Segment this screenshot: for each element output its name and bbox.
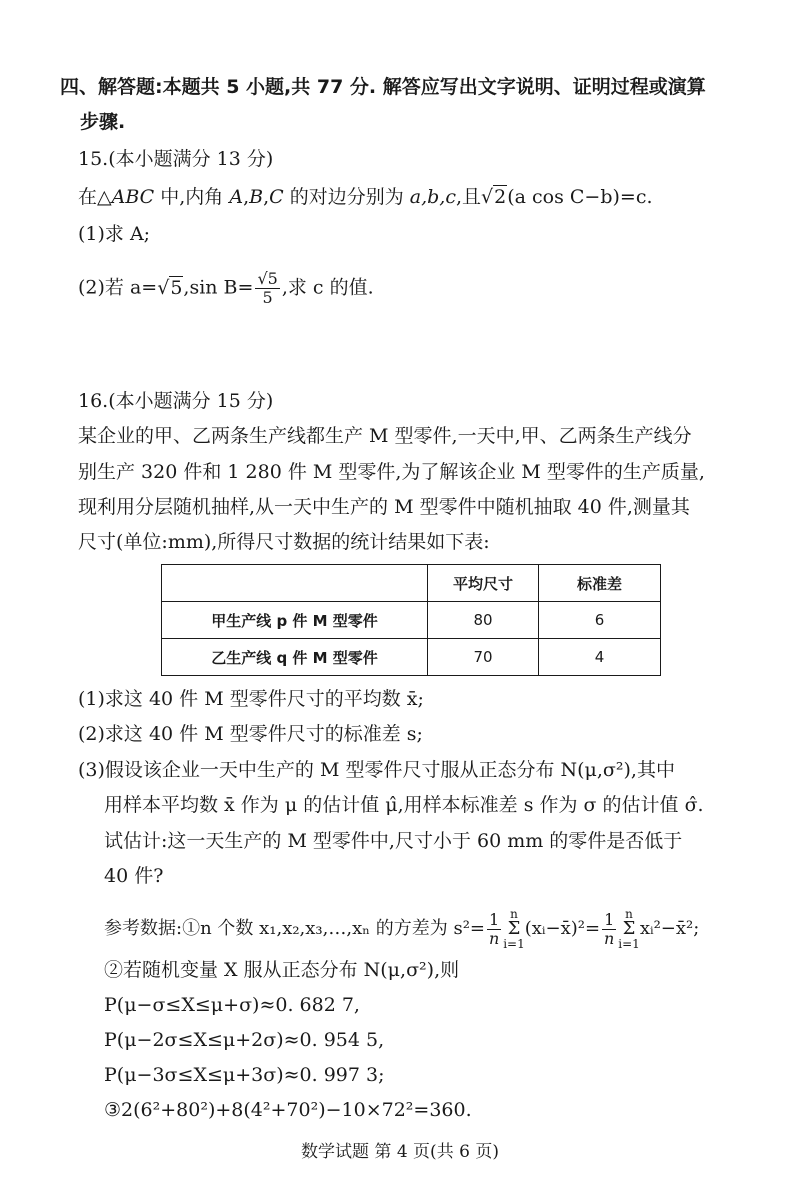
ref-fraction-2 (602, 911, 616, 948)
q15-var-a: A (229, 186, 244, 208)
ref-pre: 参考数据:①n 个数 x₁,x₂,x₃,…,xₙ 的方差为 s²= (104, 918, 486, 939)
probability-line: P(μ−2σ≤X≤μ+2σ)≈0. 954 5, (104, 1029, 385, 1051)
q15-part2-sqrt: √5 (157, 276, 183, 299)
q15-stem-mid2: 的对边分别为 (283, 186, 410, 208)
q15-triangle: ABC (111, 186, 155, 208)
q15-equation: (a cos C−b)=c. (507, 186, 653, 208)
q15-stem-pre: 在△ (78, 186, 112, 208)
q15-frac-num: √5 (257, 269, 278, 288)
table-cell: 6 (539, 602, 661, 639)
q15-and: ,且 (455, 186, 482, 208)
q15-part2 (78, 270, 374, 307)
page-footer: 数学试题 第 4 页(共 6 页) (301, 1142, 499, 1162)
sum2-top: n (625, 907, 633, 921)
ref-frac2-den: n (604, 928, 615, 948)
ref-frac2-num: 1 (604, 909, 615, 929)
q15-part1: (1)求 A; (78, 223, 151, 245)
probability-line: P(μ−σ≤X≤μ+σ)≈0. 682 7, (104, 994, 360, 1016)
q16-part3-cont: 用样本平均数 x̄ 作为 μ 的估计值 μ̂,用样本标准差 s 作为 σ 的估计值 σ̂. (104, 794, 704, 816)
stats-table (161, 564, 661, 676)
q15-sqrt: √2 (481, 186, 507, 208)
q15-frac-den: 5 (262, 288, 273, 307)
table-header-cell (162, 565, 428, 602)
q16-para-line: 某企业的甲、乙两条生产线都生产 M 型零件,一天中,甲、乙两条生产线分 (78, 425, 692, 447)
table-header-mean: 平均尺寸 (428, 565, 539, 602)
reference-data-3: ③2(6²+80²)+8(4²+70²)−10×72²=360. (104, 1099, 472, 1121)
q16-para-line: 现利用分层随机抽样,从一天中生产的 M 型零件中随机抽取 40 件,测量其 (78, 496, 690, 518)
section-heading-cont: 步骤. (80, 111, 126, 133)
q15-part2-post: ,求 c 的值. (281, 276, 374, 299)
q15-sep2: , (263, 186, 270, 208)
table-row (162, 639, 661, 676)
ref-fraction (487, 911, 501, 948)
probability-line: P(μ−3σ≤X≤μ+3σ)≈0. 997 3; (104, 1064, 385, 1086)
table-header-sd: 标准差 (539, 565, 661, 602)
reference-data-2: ②若随机变量 X 服从正态分布 N(μ,σ²),则 (104, 959, 460, 981)
q15-stem (78, 184, 653, 210)
q15-number: 15.(本小题满分 13 分) (78, 148, 274, 170)
ref-frac-num: 1 (489, 909, 500, 929)
q16-number: 16.(本小题满分 15 分) (78, 390, 274, 412)
sigma-icon: Σ (622, 918, 636, 939)
q15-var-b: B (249, 186, 264, 208)
ref-frac-den: n (488, 928, 500, 948)
table-row (162, 602, 661, 639)
q16-part3-cont: 试估计:这一天生产的 M 型零件中,尺寸小于 60 mm 的零件是否低于 (104, 830, 683, 852)
sum2-bot: i=1 (618, 937, 640, 951)
table-cell-line-b: 乙生产线 q 件 M 型零件 (162, 639, 428, 676)
q16-part2: (2)求这 40 件 M 型零件尺寸的标准差 s; (78, 723, 423, 745)
q16-part3: (3)假设该企业一天中生产的 M 型零件尺寸服从正态分布 N(μ,σ²),其中 (78, 759, 675, 781)
ref-term2: xᵢ²−x̄²; (639, 918, 700, 939)
q16-part3-cont: 40 件? (104, 865, 164, 887)
table-cell: 4 (539, 639, 661, 676)
table-header-row (162, 565, 661, 602)
q15-sides: a,b,c (409, 186, 456, 208)
sum-symbol (503, 908, 525, 950)
q15-sep1: , (243, 186, 250, 208)
section-heading: 四、解答题:本题共 5 小题,共 77 分. 解答应写出文字说明、证明过程或演算 (60, 76, 706, 98)
q15-sqrt-radicand: 2 (494, 186, 507, 208)
ref-term1: (xᵢ−x̄)²= (524, 918, 601, 939)
q16-part1: (1)求这 40 件 M 型零件尺寸的平均数 x̄; (78, 688, 424, 710)
reference-data-1 (104, 908, 699, 950)
q15-var-c: C (269, 186, 284, 208)
sum-symbol-2 (618, 908, 640, 950)
sum-bot: i=1 (503, 937, 525, 951)
sigma-icon: Σ (507, 918, 521, 939)
table-cell: 70 (428, 639, 539, 676)
q15-part2-fraction (255, 270, 279, 307)
table-cell-line-a: 甲生产线 p 件 M 型零件 (162, 602, 428, 639)
q16-para-line: 尺寸(单位:mm),所得尺寸数据的统计结果如下表: (78, 531, 490, 553)
q15-part2-pre: (2)若 a= (78, 276, 158, 299)
table-cell: 80 (428, 602, 539, 639)
q15-stem-mid: 中,内角 (154, 186, 230, 208)
q16-para-line: 别生产 320 件和 1 280 件 M 型零件,为了解该企业 M 型零件的生产质量, (78, 461, 705, 483)
q15-part2-mid: ,sin B= (183, 276, 254, 299)
sum-top: n (510, 907, 518, 921)
q15-part2-radicand: 5 (170, 276, 183, 299)
